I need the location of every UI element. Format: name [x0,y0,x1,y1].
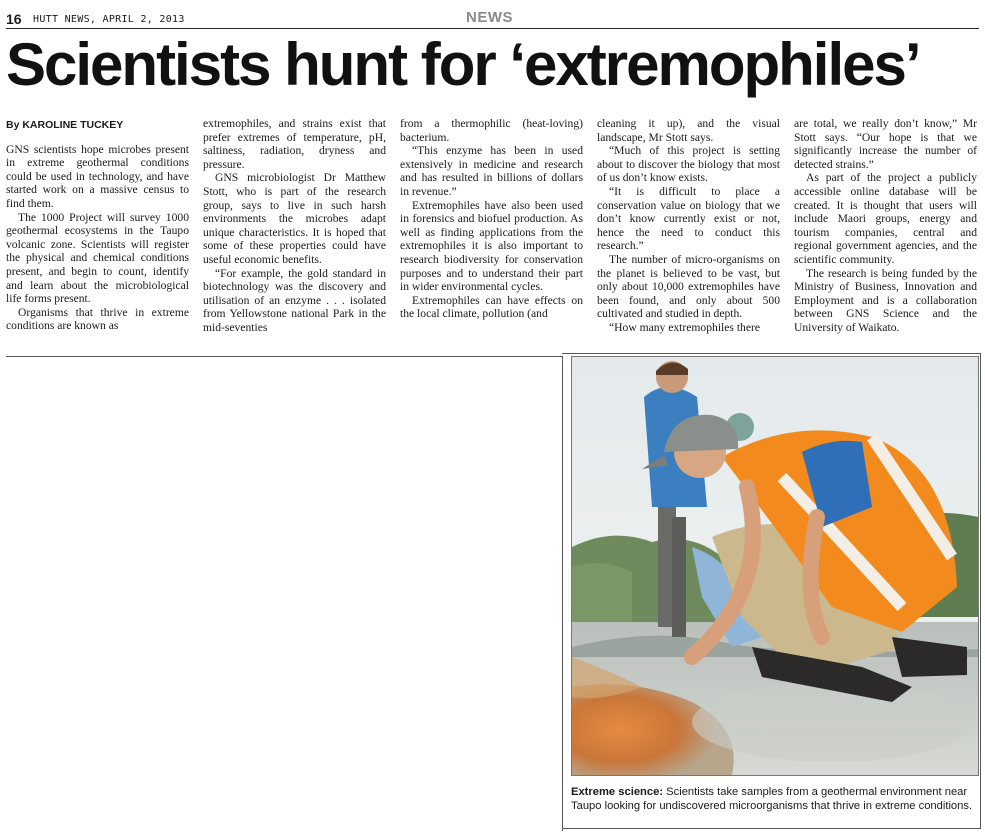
article-column-2 [203,117,386,349]
article-column-4 [597,117,780,349]
caption-lead: Extreme science: [571,786,664,798]
caption-text: Scientists take samples from a geothermal environment near Taupo looking for undiscovered microorganisms that thrive in extreme conditions. [571,786,973,812]
byline: By KAROLINE TUCKEY [6,119,124,131]
article-column-3 [400,117,583,349]
paragraph: from a thermophilic (heat-loving) bacterium. [400,117,583,144]
paragraph: “It is difficult to place a conservation value on biology that we don’t know currently exist or not, hence the need to conduct this research.” [597,184,780,253]
paragraph: Extremophiles have also been used in forensics and biofuel production. As well as finding applications from the extremophiles it is also important to research biodiversity for conservation purposes and to understand their part in wider environmental cycles. [400,198,583,294]
paragraph: GNS microbiologist Dr Matthew Stott, who is part of the research group, says to live in such harsh environments the microbes adapt unique characteristics. It is hoped that some of these properties could have useful economic benefits. [203,171,386,266]
empty-ad-space [6,356,563,831]
paragraph: “This enzyme has been in used extensively in medicine and research and has resulted in billions of dollars in revenue.” [400,144,583,198]
section-label: NEWS [466,9,513,26]
paragraph: cleaning it up), and the visual landscape, Mr Stott says. [597,117,780,144]
news-photo [571,356,979,776]
headline: Scientists hunt for ‘extremophiles’ [6,31,920,98]
paragraph: GNS scientists hope microbes present in extreme geothermal conditions could be used in technology, and have started work on a massive census to find them. [6,142,189,210]
paragraph: “How many extremophiles there [609,320,760,334]
photo-caption [571,785,979,813]
article-column-1 [6,117,189,349]
paragraph: Organisms that thrive in extreme conditions are known as [6,305,189,333]
article-body [6,117,979,349]
paragraph: “For example, the gold standard in biotechnology was the discovery and utilisation of an enzyme . . . isolated from Yellowstone national Park in the mid-seventies [203,266,386,334]
page-number: 16 [6,11,22,27]
paragraph: The research is being funded by the Ministry of Business, Innovation and Employment and is a collaboration between GNS Science and the University of Waikato. [794,266,977,334]
paragraph: The number of micro-organisms on the planet is believed to be vast, but only about 10,000 extremophiles have been found, and only about 500 cultivated and studied in depth. [597,252,780,321]
paper-date: HUTT NEWS, APRIL 2, 2013 [33,14,185,25]
paragraph: extremophiles, and strains exist that prefer extremes of temperature, pH, saltiness, radiation, dryness and pressure. [203,117,386,171]
photo-illustration [572,357,978,775]
paragraph: are total, we really don’t know,” Mr Stott says. “Our hope is that we significantly increase the number of detected strains.” [794,117,977,171]
paragraph: The 1000 Project will survey 1000 geothermal ecosystems in the Taupo volcanic zone. Scientists will register the physical and chemical conditions present, and begin to count, identify and learn about the microbiological life forms present. [6,210,189,306]
paragraph: Extremophiles can have effects on the local climate, pollution (and [400,293,583,321]
paragraph: “Much of this project is setting about to discover the biology that most of us don’t know exists. [597,144,780,185]
article-column-5 [794,117,977,349]
paragraph: As part of the project a publicly accessible online database will be created. It is thought that users will include Maori groups, energy and tourism companies, central and regional government agencies, and the scientific community. [794,171,977,266]
